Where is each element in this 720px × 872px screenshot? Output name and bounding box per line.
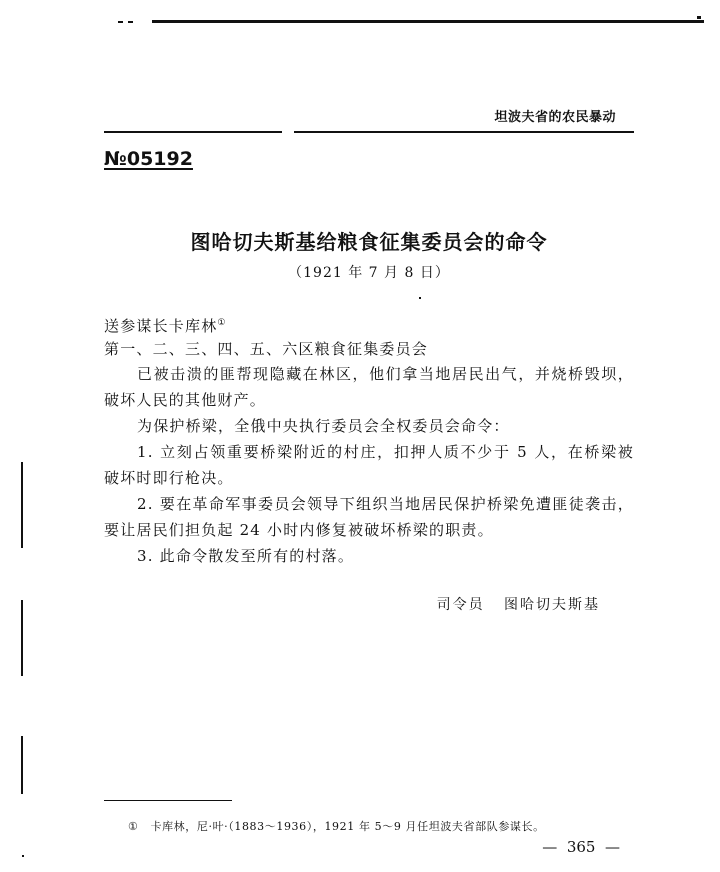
addressee-line-1 <box>104 310 227 339</box>
page-number: 365 <box>566 838 596 856</box>
top-scan-rule <box>152 20 704 23</box>
document-number: №05192 <box>104 148 193 170</box>
page-number-block: — 365 — <box>542 838 620 856</box>
top-scan-mark <box>128 21 133 23</box>
paragraph: 3. 此命令散发至所有的村落。 <box>137 547 355 565</box>
paragraph: 2. 要在革命军事委员会领导下组织当地居民保护桥梁免遭匪徒袭击，要让居民们担负起 24 小时内修复被破坏桥梁的职责。 <box>104 495 634 539</box>
signature-role: 司令员 <box>436 597 485 613</box>
document-title: 图哈切夫斯基给粮食征集委员会的命令 <box>190 230 548 254</box>
document-date: （1921 年 7 月 8 日） <box>288 265 450 281</box>
footnote-text: 卡库林，尼·叶·（1883～1936），1921 年 5～9 月任坦波夫省部队参谋长。 <box>150 820 545 833</box>
top-scan-mark <box>118 21 123 23</box>
margin-scan-line <box>21 736 23 794</box>
margin-scan-line <box>21 462 23 548</box>
top-scan-dot <box>697 16 701 19</box>
margin-scan-line <box>21 600 23 676</box>
header-rule <box>104 131 634 133</box>
addressee-text: 送参谋长卡库林 <box>104 317 218 335</box>
footnote-rule <box>104 800 232 801</box>
paragraph: 为保护桥梁，全俄中央执行委员会全权委员会命令： <box>137 417 510 435</box>
footnote-mark: ① <box>128 820 139 833</box>
addressee-line-2: 第一、二、三、四、五、六区粮食征集委员会 <box>104 340 429 358</box>
margin-scan-dot <box>22 855 24 857</box>
header-rule-break <box>282 130 294 134</box>
footnote <box>128 818 648 834</box>
signature-name: 图哈切夫斯基 <box>504 597 600 613</box>
scan-speck <box>419 297 421 299</box>
paragraph: 已被击溃的匪帮现隐藏在林区，他们拿当地居民出气，并烧桥毁坝，破坏人民的其他财产。 <box>104 365 634 409</box>
footnote-ref: ① <box>217 318 227 328</box>
paragraph: 1. 立刻占领重要桥梁附近的村庄，扣押人质不少于 5 人，在桥梁被破坏时即行枪决。 <box>104 443 634 487</box>
signature-block <box>400 594 600 614</box>
running-head: 坦波夫省的农民暴动 <box>494 110 616 125</box>
order-body <box>104 361 634 569</box>
